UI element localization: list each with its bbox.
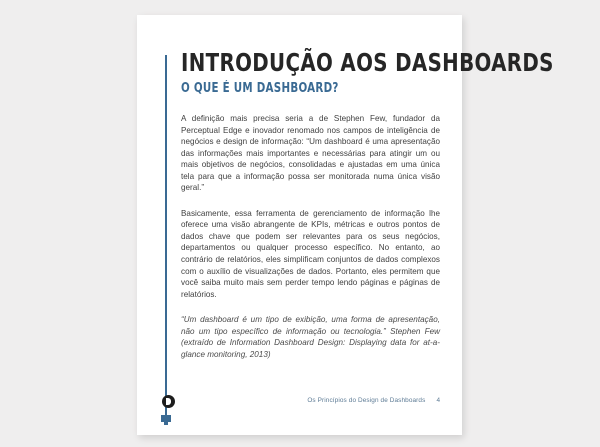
body-quote-paragraph: “Um dashboard é um tipo de exibição, uma forma de apresentação, não um tipo específico de informação ou tecnologia.” Stephen Few (extraído de Information Dashboard Design: Displaying data for at-a-glance monitoring, 2013) [181,315,440,359]
document-page [137,15,554,435]
body-content [181,113,440,360]
footer-meta [307,397,440,404]
page-footer [137,393,462,435]
footer-page-number: 4 [436,397,440,404]
circle-d-logo-icon [162,395,175,408]
footer-document-title: Os Princípios do Design de Dashboards [307,397,426,404]
logo-glyph [166,398,171,405]
page-title: INTRODUÇÃO AOS DASHBOARDS [181,48,554,77]
page-subtitle: O QUE É UM DASHBOARD? [181,81,339,96]
heading-block [181,48,554,96]
body-paragraph: Basicamente, essa ferramenta de gerenciamento de informação lhe oferece uma visão abrangente de KPIs, métricas e outros pontos de dados chave que podem ser relevantes para os seus negócios, departamentos ou qualquer processo específico. No entanto, ao contrário de relatórios, eles simplificam conjuntos de dados complexos com o auxílio de visualizações de dados. Portanto, eles permitem que você saiba muito mais sem perder tempo lendo páginas e páginas de relatórios. [181,208,440,299]
body-paragraph: A definição mais precisa seria a de Stephen Few, fundador da Perceptual Edge e inovador renomado nos campos de inteligência de negócios e design de informação: “Um dashboard é uma apresentação das informações mais importantes e necessárias para atingir um ou mais objetivos de negócios, consolidadas e ajustadas em uma única tela para que a informação possa ser monitorada numa única visão geral.” [181,114,440,193]
accent-vertical-rule [165,55,167,417]
